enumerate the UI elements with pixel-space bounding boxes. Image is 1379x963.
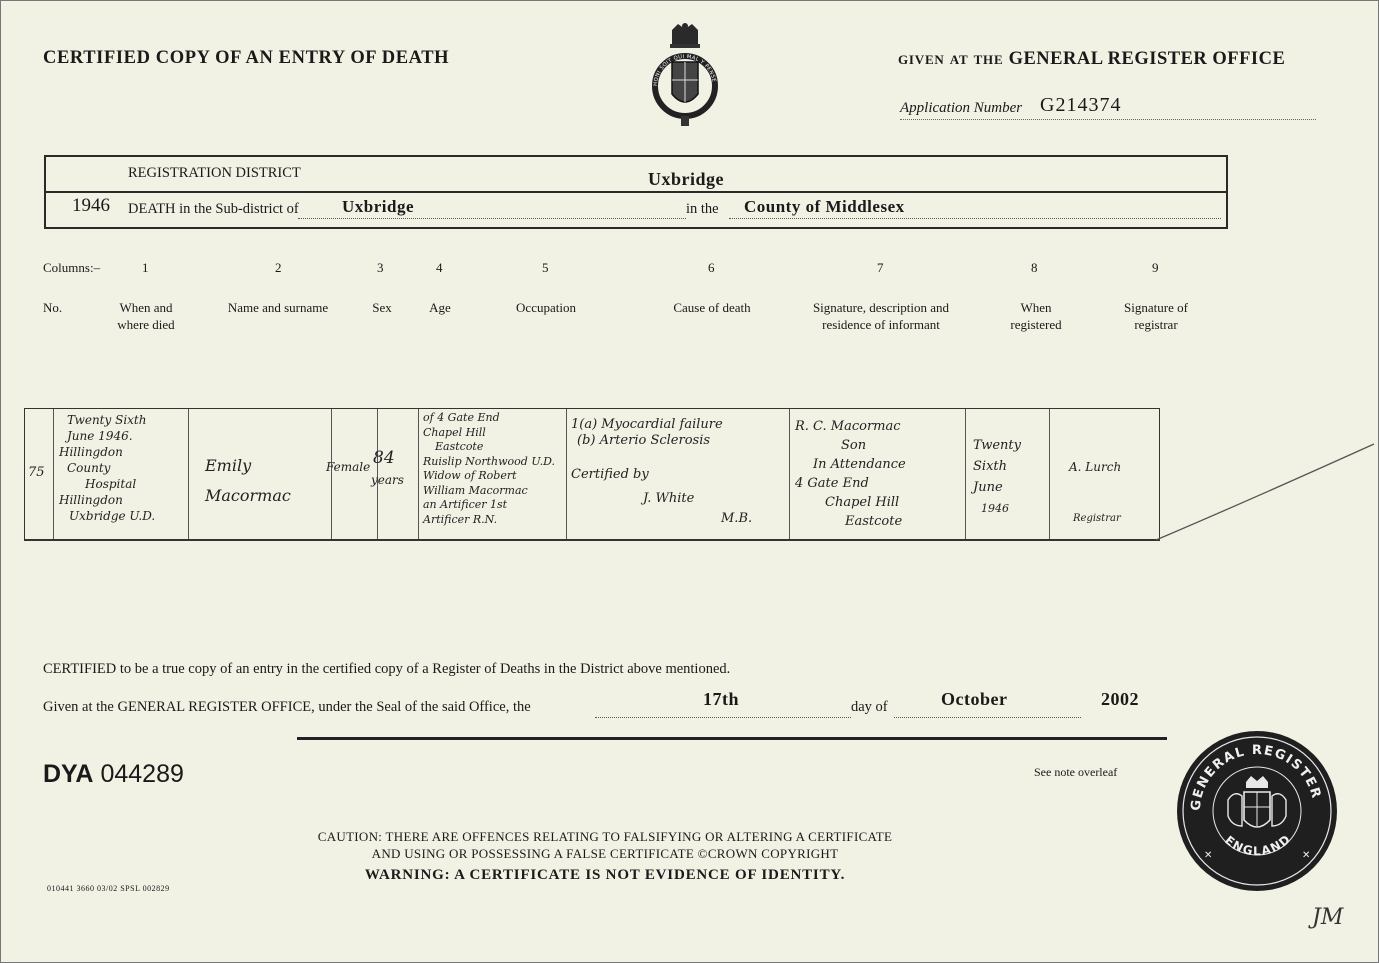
district-label: REGISTRATION DISTRICT: [128, 165, 301, 181]
column-divider: [566, 409, 567, 539]
serial-prefix: DYA: [43, 760, 94, 788]
header-cause: Cause of death: [673, 300, 751, 315]
header-name: Name and surname: [227, 300, 329, 315]
header-when-where-line-1: When and: [119, 300, 173, 315]
header-no: No.: [43, 300, 63, 315]
cause-line: (b) Arterio Sclerosis: [577, 433, 711, 448]
informant-line: Chapel Hill: [825, 495, 900, 510]
subdistrict-value: Uxbridge: [342, 197, 414, 216]
column-divider: [53, 409, 54, 539]
month-value: October: [941, 689, 1008, 709]
occupation-line: Artificer R.N.: [423, 512, 498, 526]
occupation-line: an Artificer 1st: [423, 498, 508, 511]
header-when-where: [96, 299, 196, 333]
entry-age: [371, 447, 404, 491]
seal-bottom-text: ENGLAND: [1222, 831, 1294, 859]
year-value: 1946: [72, 195, 110, 216]
cause-line: 1(a) Myocardial failure: [571, 417, 723, 432]
application-number-value: G214374: [1040, 94, 1122, 116]
at-word: AT: [949, 52, 969, 67]
occupation-line: of 4 Gate End: [423, 411, 500, 424]
entry-sex: Female: [326, 460, 371, 474]
column-number-1: 1: [142, 260, 149, 275]
certificate-serial: [43, 760, 184, 789]
column-divider: [965, 409, 966, 539]
cause-line: M.B.: [721, 511, 753, 526]
entry-when-registered: [967, 435, 1047, 519]
registration-district-box: [44, 155, 1228, 229]
when-where-line: Hillingdon: [59, 445, 123, 459]
day-of-label: day of: [851, 699, 888, 715]
header-registrar-line-1: Signature of: [1124, 300, 1188, 315]
handwritten-initials: JM: [1312, 905, 1344, 930]
informant-line: Son: [841, 438, 867, 453]
svg-text:✕: ✕: [1204, 850, 1213, 861]
application-number-label: Application Number: [900, 100, 1023, 116]
cause-line: Certified by: [571, 467, 649, 482]
signature-rule: [297, 737, 1167, 740]
occupation-line: Widow of Robert: [423, 469, 517, 482]
svg-text:HONI SOIT QUI MAL Y PENSE: [653, 54, 717, 86]
entry-number: 75: [28, 465, 45, 480]
when-where-line: Hospital: [85, 477, 137, 491]
year-value: 2002: [1101, 689, 1139, 709]
subdistrict-row: [46, 193, 1226, 225]
county-value: County of Middlesex: [744, 197, 905, 216]
registered-line: 1946: [981, 502, 1009, 515]
age-value: 84: [373, 448, 395, 468]
registered-line: Sixth: [973, 459, 1007, 474]
caution-line-1: CAUTION: THERE ARE OFFENCES RELATING TO FALSIFYING OR ALTERING A CERTIFICATE: [317, 829, 893, 844]
identity-warning: WARNING: A CERTIFICATE IS NOT EVIDENCE OF IDENTITY.: [364, 867, 846, 883]
svg-text:✕: ✕: [1302, 850, 1311, 861]
entry-when-where: [59, 412, 187, 524]
print-code: 010441 3660 03/02 SPSL 002829: [47, 884, 170, 893]
age-unit: years: [371, 473, 404, 487]
registrar-title: Registrar: [1073, 513, 1121, 524]
cause-line: J. White: [643, 491, 695, 506]
name-forename: Emily: [205, 456, 252, 475]
columns-label: Columns:–: [43, 260, 101, 275]
caution-notice: [250, 828, 960, 862]
column-divider: [188, 409, 189, 539]
the-word: THE: [973, 52, 1004, 67]
column-number-3: 3: [377, 260, 384, 275]
when-where-line: June 1946.: [67, 429, 133, 443]
given-word: GIVEN: [898, 52, 945, 67]
entry-name: [205, 451, 291, 511]
column-number-5: 5: [542, 260, 549, 275]
district-value: Uxbridge: [648, 169, 724, 189]
application-number-field: [900, 94, 1316, 120]
header-age: Age: [429, 300, 451, 315]
see-note-overleaf: See note overleaf: [1034, 765, 1118, 779]
occupation-line: Eastcote: [435, 440, 484, 453]
header-informant-line-2: residence of informant: [822, 317, 940, 332]
entry-cause: [571, 417, 786, 527]
header-informant: [795, 299, 967, 333]
given-at-heading: [898, 49, 1285, 70]
registrar-signature: A. Lurch: [1069, 460, 1122, 474]
given-at-text: Given at the GENERAL REGISTER OFFICE, under the Seal of the said Office, the: [43, 699, 531, 715]
registered-line: Twenty: [973, 438, 1021, 453]
entry-occupation: [423, 411, 555, 527]
column-divider: [1049, 409, 1050, 539]
column-number-6: 6: [708, 260, 715, 275]
entry-informant: [795, 417, 963, 531]
header-sex: Sex: [372, 300, 392, 315]
occupation-line: Chapel Hill: [423, 425, 486, 439]
column-divider: [789, 409, 790, 539]
header-informant-line-1: Signature, description and: [812, 300, 950, 315]
column-divider: [418, 409, 419, 539]
column-number-9: 9: [1152, 260, 1159, 275]
header-registered-line-1: When: [1020, 300, 1052, 315]
general-register-office-heading: GENERAL REGISTER OFFICE: [1008, 49, 1286, 69]
when-where-line: Twenty Sixth: [67, 413, 147, 427]
when-where-line: Uxbridge U.D.: [69, 509, 156, 523]
when-where-line: Hillingdon: [59, 493, 123, 507]
closing-stroke: [1150, 440, 1376, 549]
name-surname: Macormac: [205, 486, 291, 505]
occupation-line: William Macormac: [423, 483, 528, 497]
certified-statement: CERTIFIED to be a true copy of an entry in the certified copy of a Register of Deaths in the District above mentioned.: [43, 661, 731, 677]
death-in-label: DEATH in the Sub-district of: [128, 201, 299, 217]
entry-registrar: [1055, 459, 1155, 527]
header-registrar-line-2: registrar: [1134, 317, 1178, 332]
informant-line: 4 Gate End: [795, 476, 869, 491]
serial-number: 044289: [100, 760, 184, 788]
informant-line: R. C. Macormac: [795, 419, 901, 434]
caution-line-2: AND USING OR POSSESSING A FALSE CERTIFICATE ©CROWN COPYRIGHT: [371, 846, 839, 861]
given-at-statement: [43, 689, 1163, 723]
header-registrar: [1106, 299, 1206, 333]
informant-line: Eastcote: [845, 514, 903, 529]
general-register-office-seal-icon: [1176, 730, 1338, 892]
header-registered: [996, 299, 1076, 333]
in-the-label: in the: [686, 201, 719, 217]
certificate-title: CERTIFIED COPY OF AN ENTRY OF DEATH: [43, 48, 450, 68]
column-number-7: 7: [877, 260, 884, 275]
column-number-4: 4: [436, 260, 443, 275]
registered-line: June: [973, 480, 1003, 495]
when-where-line: County: [67, 461, 111, 475]
death-entry-row: [24, 408, 1160, 541]
header-occupation: Occupation: [516, 300, 576, 315]
informant-line: In Attendance: [813, 457, 906, 472]
column-number-8: 8: [1031, 260, 1038, 275]
district-row: [46, 157, 1226, 193]
royal-crest-icon: [648, 22, 722, 132]
crest-motto: HONI SOIT QUI MAL Y PENSE: [652, 53, 717, 87]
occupation-line: Ruislip Northwood U.D.: [423, 454, 555, 468]
header-when-where-line-2: where died: [117, 317, 175, 332]
column-number-2: 2: [275, 260, 282, 275]
seal-top-text: GENERAL REGISTER: [1188, 742, 1324, 812]
day-value: 17th: [703, 689, 740, 709]
header-registered-line-2: registered: [1010, 317, 1062, 332]
